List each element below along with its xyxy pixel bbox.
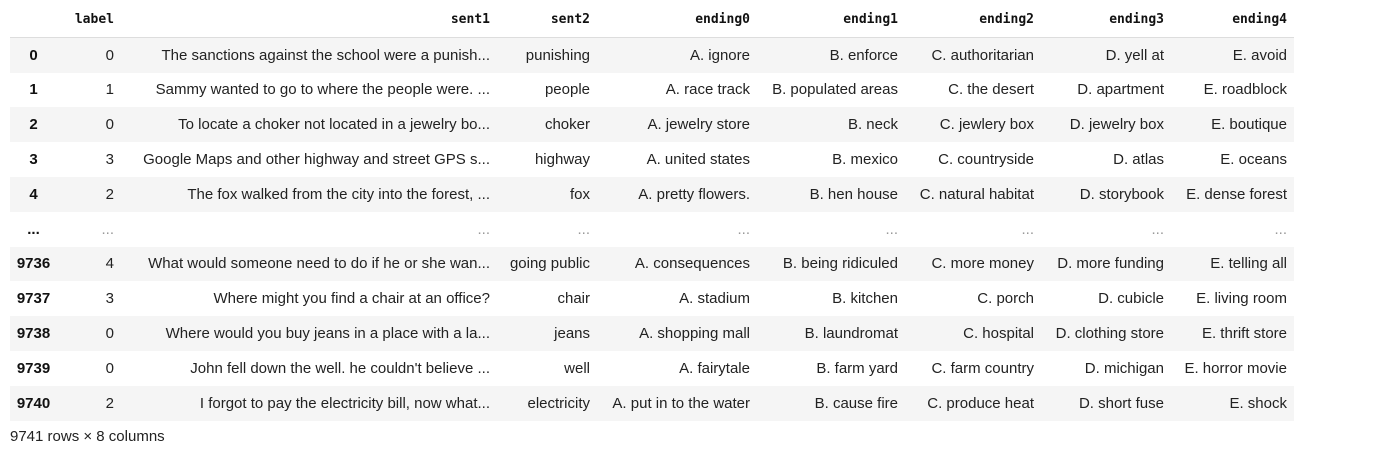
- table-row: [10, 177, 1294, 212]
- row-index: 9737: [16, 290, 51, 308]
- column-header-ending3: ending3: [1041, 2, 1171, 37]
- dataframe-shape: 9741 rows × 8 columns: [10, 428, 165, 445]
- cell-ending4: E. roadblock: [1203, 81, 1287, 99]
- cell-ending1: B. populated areas: [772, 81, 898, 99]
- cell-ending3: D. jewelry box: [1069, 116, 1164, 134]
- table-row: [10, 73, 1294, 108]
- cell-ending0: A. put in to the water: [612, 394, 750, 412]
- cell-sent1: To locate a choker not located in a jewelry bo...: [178, 116, 490, 134]
- cell-sent2: fox: [569, 185, 590, 203]
- cell-sent2: jeans: [554, 325, 590, 343]
- column-header-ending0: ending0: [597, 2, 757, 37]
- cell-sent2: well: [564, 359, 590, 377]
- cell-ending4: E. shock: [1229, 394, 1287, 412]
- cell-ending1: B. neck: [847, 116, 898, 134]
- cell-ending4: E. telling all: [1210, 255, 1287, 273]
- table-body: [10, 37, 1294, 420]
- cell-ending3: D. atlas: [1113, 151, 1164, 169]
- cell-sent2: ...: [577, 220, 590, 238]
- cell-ending1: B. cause fire: [814, 394, 898, 412]
- cell-ending0: A. consequences: [634, 255, 750, 273]
- table-row: [10, 107, 1294, 142]
- column-header-ending2: ending2: [905, 2, 1041, 37]
- cell-sent1: The fox walked from the city into the forest, ...: [187, 185, 490, 203]
- cell-sent1: John fell down the well. he couldn't believe ...: [190, 359, 490, 377]
- cell-sent1: Google Maps and other highway and street GPS s...: [143, 151, 490, 169]
- cell-ending2: C. porch: [977, 290, 1034, 308]
- row-index: 9739: [16, 359, 51, 377]
- cell-ending3: ...: [1151, 220, 1164, 238]
- cell-sent1: ...: [477, 220, 490, 238]
- table-row: [10, 247, 1294, 282]
- row-index: 3: [29, 151, 38, 169]
- cell-label: 1: [105, 81, 114, 99]
- cell-ending1: B. farm yard: [816, 359, 898, 377]
- cell-ending0: A. shopping mall: [639, 325, 750, 343]
- cell-ending0: ...: [737, 220, 750, 238]
- column-header-ending1: ending1: [757, 2, 905, 37]
- cell-ending2: C. farm country: [931, 359, 1034, 377]
- cell-ending2: C. natural habitat: [919, 185, 1034, 203]
- table-row: [10, 37, 1294, 72]
- cell-ending1: B. enforce: [829, 46, 898, 64]
- cell-ending0: A. ignore: [689, 46, 750, 64]
- dataframe-output: [10, 2, 1294, 421]
- column-header-sent1: sent1: [121, 2, 497, 37]
- cell-sent1: What would someone need to do if he or she wan...: [148, 255, 490, 273]
- table-header: [10, 2, 1294, 37]
- cell-ending2: ...: [1021, 220, 1034, 238]
- cell-sent2: chair: [557, 290, 590, 308]
- cell-ending3: D. more funding: [1057, 255, 1164, 273]
- cell-ending3: D. apartment: [1077, 81, 1164, 99]
- row-index: 9738: [16, 325, 51, 343]
- table-row: [10, 212, 1294, 247]
- cell-ending3: D. yell at: [1105, 46, 1164, 64]
- cell-sent2: punishing: [525, 46, 590, 64]
- cell-ending1: B. mexico: [832, 151, 898, 169]
- cell-sent1: Where would you buy jeans in a place with a la...: [165, 325, 490, 343]
- cell-ending3: D. michigan: [1084, 359, 1164, 377]
- cell-ending4: E. oceans: [1220, 151, 1287, 169]
- cell-sent2: people: [544, 81, 590, 99]
- row-index: 9740: [16, 394, 51, 412]
- cell-ending2: C. produce heat: [927, 394, 1034, 412]
- cell-ending4: E. horror movie: [1184, 359, 1287, 377]
- cell-ending4: E. dense forest: [1186, 185, 1287, 203]
- cell-ending1: B. hen house: [809, 185, 898, 203]
- index-header: [10, 2, 57, 37]
- cell-label: 0: [105, 46, 114, 64]
- cell-label: 3: [105, 151, 114, 169]
- cell-sent2: going public: [509, 255, 590, 273]
- row-index: 1: [29, 81, 38, 99]
- cell-ending4: ...: [1274, 220, 1287, 238]
- cell-ending4: E. living room: [1196, 290, 1287, 308]
- column-header-label: label: [57, 2, 121, 37]
- cell-ending1: B. laundromat: [804, 325, 898, 343]
- table-row: [10, 316, 1294, 351]
- row-index: 0: [29, 46, 38, 64]
- cell-ending3: D. short fuse: [1078, 394, 1164, 412]
- cell-ending2: C. authoritarian: [931, 46, 1034, 64]
- cell-ending3: D. clothing store: [1055, 325, 1164, 343]
- cell-ending2: C. hospital: [963, 325, 1034, 343]
- cell-sent1: Where might you find a chair at an office?: [213, 290, 490, 308]
- row-index: ...: [27, 220, 40, 238]
- cell-sent2: electricity: [527, 394, 590, 412]
- cell-ending0: A. race track: [665, 81, 750, 99]
- cell-sent1: I forgot to pay the electricity bill, now what...: [199, 394, 490, 412]
- cell-ending2: C. countryside: [938, 151, 1034, 169]
- row-index: 2: [29, 116, 38, 134]
- cell-ending0: A. united states: [646, 151, 750, 169]
- row-index: 4: [29, 185, 38, 203]
- cell-label: 2: [105, 394, 114, 412]
- cell-label: 0: [105, 116, 114, 134]
- table-row: [10, 142, 1294, 177]
- cell-ending4: E. thrift store: [1201, 325, 1287, 343]
- cell-ending4: E. boutique: [1211, 116, 1287, 134]
- cell-ending2: C. more money: [931, 255, 1034, 273]
- table-row: [10, 386, 1294, 421]
- column-header-ending4: ending4: [1171, 2, 1294, 37]
- cell-sent2: choker: [544, 116, 590, 134]
- cell-label: 0: [105, 325, 114, 343]
- cell-ending1: ...: [885, 220, 898, 238]
- cell-ending3: D. storybook: [1079, 185, 1164, 203]
- table-row: [10, 351, 1294, 386]
- cell-ending0: A. pretty flowers.: [638, 185, 750, 203]
- cell-sent1: Sammy wanted to go to where the people were. ...: [155, 81, 490, 99]
- cell-ending0: A. fairytale: [679, 359, 750, 377]
- header-row: [10, 2, 1294, 37]
- cell-sent1: The sanctions against the school were a punish...: [161, 46, 490, 64]
- cell-label: ...: [101, 220, 114, 238]
- row-index: 9736: [16, 255, 51, 273]
- cell-ending0: A. stadium: [679, 290, 750, 308]
- cell-ending2: C. jewlery box: [939, 116, 1034, 134]
- dataframe-table: [10, 2, 1294, 421]
- cell-ending4: E. avoid: [1232, 46, 1287, 64]
- column-header-sent2: sent2: [497, 2, 597, 37]
- cell-ending3: D. cubicle: [1098, 290, 1164, 308]
- cell-ending0: A. jewelry store: [647, 116, 750, 134]
- cell-label: 0: [105, 359, 114, 377]
- cell-label: 4: [105, 255, 114, 273]
- cell-ending2: C. the desert: [948, 81, 1034, 99]
- cell-ending1: B. being ridiculed: [782, 255, 898, 273]
- cell-label: 2: [105, 185, 114, 203]
- cell-label: 3: [105, 290, 114, 308]
- table-row: [10, 281, 1294, 316]
- cell-ending1: B. kitchen: [832, 290, 898, 308]
- cell-sent2: highway: [534, 151, 590, 169]
